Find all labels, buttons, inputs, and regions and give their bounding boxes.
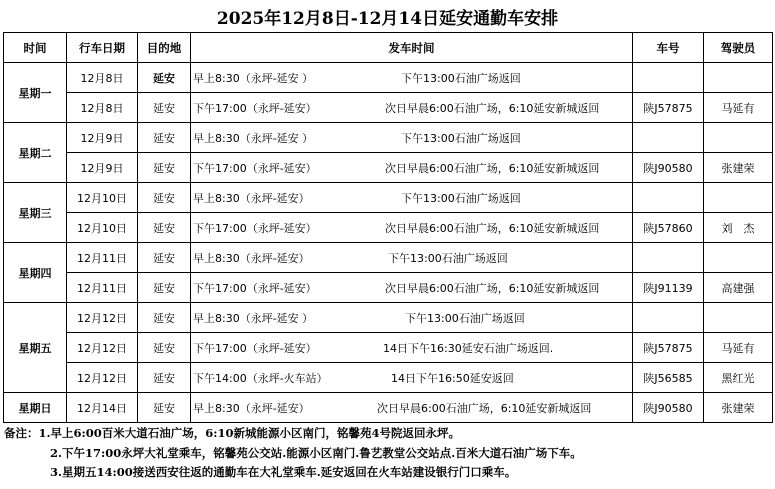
dest-cell: 延安	[138, 93, 191, 123]
date-cell: 12月10日	[67, 213, 138, 243]
depart-out: 下午17:00（永坪-延安）	[193, 161, 317, 175]
dest-cell: 延安	[138, 183, 191, 213]
date-cell: 12月8日	[67, 63, 138, 93]
driver-cell	[704, 243, 773, 273]
depart-return: 下午13:00石油广场返回	[401, 131, 521, 145]
day-cell: 星期三	[4, 183, 67, 243]
depart-cell	[191, 183, 633, 213]
depart-out: 早上8:30（永坪-延安 ）	[193, 311, 314, 325]
table-row	[4, 213, 773, 243]
date-cell: 12月12日	[67, 363, 138, 393]
depart-cell	[191, 303, 633, 333]
depart-cell	[191, 93, 633, 123]
dest-cell: 延安	[138, 273, 191, 303]
table-row	[4, 273, 773, 303]
depart-cell	[191, 273, 633, 303]
header-depart: 发车时间	[191, 33, 633, 63]
dest-cell: 延安	[138, 333, 191, 363]
depart-out: 早上8:30（永坪-延安 ）	[193, 131, 314, 145]
depart-out: 下午17:00（永坪-延安）	[193, 341, 317, 355]
depart-out: 下午14:00（永坪-火车站）	[193, 371, 328, 385]
plate-cell	[633, 123, 704, 153]
table-row	[4, 393, 773, 423]
header-date: 行车日期	[67, 33, 138, 63]
date-cell: 12月9日	[67, 123, 138, 153]
plate-cell: 陕J90580	[633, 153, 704, 183]
day-cell: 星期四	[4, 243, 67, 303]
depart-return: 14日下午16:30延安石油广场返回.	[383, 341, 554, 355]
date-cell: 12月12日	[67, 303, 138, 333]
dest-cell: 延安	[138, 63, 191, 93]
depart-out: 下午17:00（永坪-延安）	[193, 281, 317, 295]
driver-cell: 刘 杰	[704, 213, 773, 243]
dest-cell: 延安	[138, 303, 191, 333]
depart-cell	[191, 153, 633, 183]
depart-return: 14日下午16:50延安返回	[391, 371, 514, 385]
day-cell: 星期二	[4, 123, 67, 183]
table-row	[4, 303, 773, 333]
date-cell: 12月14日	[67, 393, 138, 423]
depart-cell	[191, 213, 633, 243]
dest-cell: 延安	[138, 243, 191, 273]
table-row	[4, 183, 773, 213]
depart-return: 次日早晨6:00石油广场，6:10延安新城返回	[385, 221, 600, 235]
depart-return: 下午13:00石油广场返回	[405, 311, 525, 325]
plate-cell: 陕J91139	[633, 273, 704, 303]
plate-cell	[633, 303, 704, 333]
driver-cell	[704, 303, 773, 333]
date-cell: 12月11日	[67, 243, 138, 273]
table-row	[4, 333, 773, 363]
plate-cell: 陕J90580	[633, 393, 704, 423]
depart-return: 次日早晨6:00石油广场，6:10延安新城返回	[385, 161, 600, 175]
driver-cell: 张建荣	[704, 393, 773, 423]
driver-cell	[704, 123, 773, 153]
header-plate: 车号	[633, 33, 704, 63]
dest-cell: 延安	[138, 213, 191, 243]
depart-cell	[191, 333, 633, 363]
table-row	[4, 153, 773, 183]
depart-out: 下午17:00（永坪-延安）	[193, 221, 317, 235]
day-cell: 星期五	[4, 303, 67, 393]
table-row	[4, 93, 773, 123]
depart-cell	[191, 63, 633, 93]
dest-cell: 延安	[138, 123, 191, 153]
table-row	[4, 123, 773, 153]
depart-return: 下午13:00石油广场返回	[401, 191, 521, 205]
table-row	[4, 363, 773, 393]
plate-cell	[633, 63, 704, 93]
date-cell: 12月8日	[67, 93, 138, 123]
date-cell: 12月9日	[67, 153, 138, 183]
driver-cell: 黑红光	[704, 363, 773, 393]
driver-cell: 张建荣	[704, 153, 773, 183]
depart-return: 次日早晨6:00石油广场，6:10延安新城返回	[377, 401, 592, 415]
driver-cell: 高建强	[704, 273, 773, 303]
plate-cell: 陕J57860	[633, 213, 704, 243]
date-cell: 12月11日	[67, 273, 138, 303]
depart-return: 次日早晨6:00石油广场，6:10延安新城返回	[385, 101, 600, 115]
driver-cell: 马延有	[704, 333, 773, 363]
remark-line: 2.下午17:00永坪大礼堂乘车，铭馨苑公交站.能源小区南门.鲁艺教堂公交站点.百米大道石油广场下车。	[50, 445, 582, 460]
plate-cell: 陕J56585	[633, 363, 704, 393]
driver-cell	[704, 63, 773, 93]
dest-cell: 延安	[138, 363, 191, 393]
dest-cell: 延安	[138, 153, 191, 183]
depart-out: 早上8:30（永坪-延安 ）	[193, 71, 314, 85]
header-row	[4, 33, 773, 63]
depart-out: 早上8:30（永坪-延安）	[193, 401, 310, 415]
day-cell: 星期日	[4, 393, 67, 423]
depart-out: 早上8:30（永坪-延安）	[193, 191, 310, 205]
schedule-table	[3, 32, 773, 423]
remark-line: 3.星期五14:00接送西安往返的通勤车在大礼堂乘车.延安返回在火车站建设银行门口乘车。	[50, 465, 517, 479]
plate-cell: 陕J57875	[633, 93, 704, 123]
header-time: 时间	[4, 33, 67, 63]
table-row	[4, 63, 773, 93]
depart-return: 下午13:00石油广场返回	[401, 71, 521, 85]
depart-return: 下午13:00石油广场返回	[388, 251, 508, 265]
header-driver: 驾驶员	[704, 33, 773, 63]
depart-out: 下午17:00（永坪-延安）	[193, 101, 317, 115]
page-title: 2025年12月8日-12月14日延安通勤车安排	[216, 8, 559, 29]
remark-line: 备注：1.早上6:00百米大道石油广场，6:10新城能源小区南门，铭馨苑4号院返回永坪。	[4, 426, 461, 440]
depart-out: 早上8:30（永坪-延安）	[193, 251, 310, 265]
depart-cell	[191, 363, 633, 393]
depart-return: 次日早晨6:00石油广场，6:10延安新城返回	[385, 281, 600, 295]
dest-cell: 延安	[138, 393, 191, 423]
plate-cell	[633, 183, 704, 213]
driver-cell	[704, 183, 773, 213]
driver-cell: 马延有	[704, 93, 773, 123]
date-cell: 12月12日	[67, 333, 138, 363]
day-cell: 星期一	[4, 63, 67, 123]
date-cell: 12月10日	[67, 183, 138, 213]
depart-cell	[191, 393, 633, 423]
depart-cell	[191, 243, 633, 273]
plate-cell	[633, 243, 704, 273]
plate-cell: 陕J57875	[633, 333, 704, 363]
table-row	[4, 243, 773, 273]
header-dest: 目的地	[138, 33, 191, 63]
depart-cell	[191, 123, 633, 153]
remarks	[4, 424, 772, 483]
